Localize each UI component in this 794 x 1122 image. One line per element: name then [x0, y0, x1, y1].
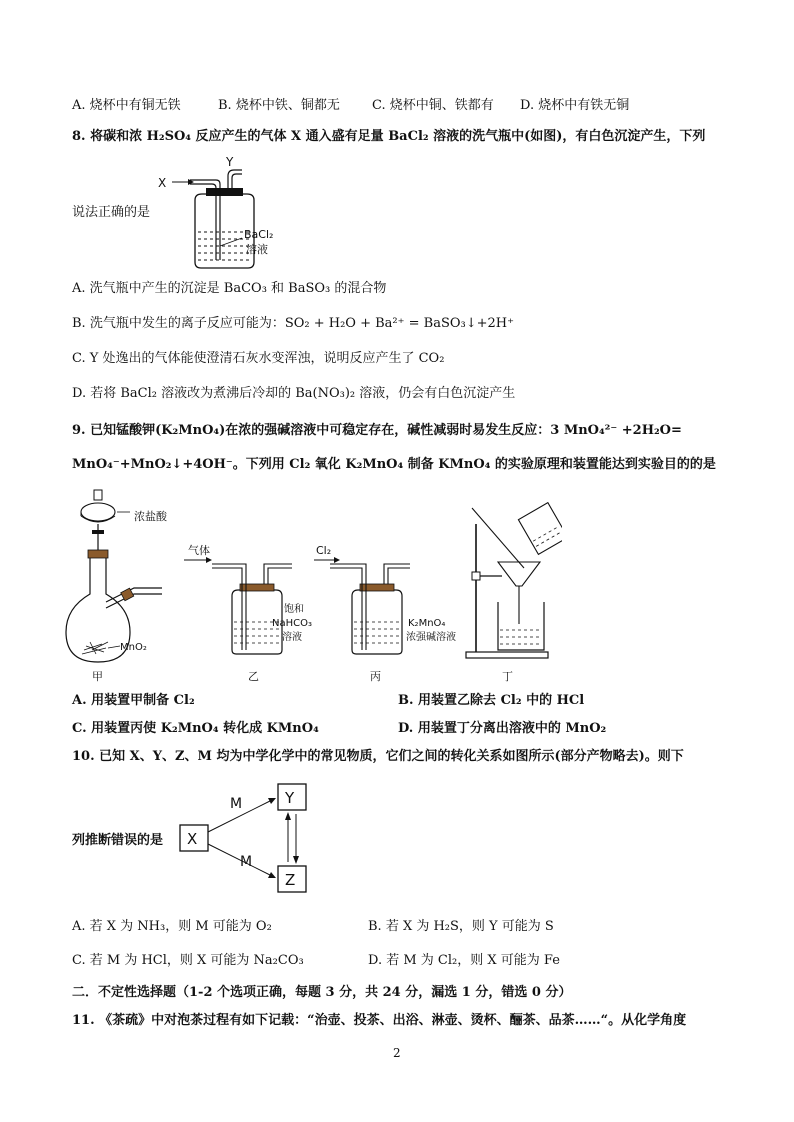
q9-bing-caption: 丙: [370, 670, 381, 683]
q7-option-c: C. 烧杯中铜、铁都有: [372, 98, 494, 113]
q10-transformation-diagram: [176, 780, 326, 895]
q8-option-b: B. 洗气瓶中发生的离子反应可能为：SO₂ + H₂O + Ba²⁺ = BaSO₃↓+2H⁺: [72, 316, 514, 331]
q8-label-solution-1: BaCl₂: [244, 228, 274, 241]
q9-apparatus-figure: [62, 484, 562, 684]
q8-label-solution-2: 溶液: [246, 243, 268, 256]
q8-stem-line1: 8. 将碳和浓 H₂SO₄ 反应产生的气体 X 通入盛有足量 BaCl₂ 溶液的洗气瓶中(如图)，有白色沉淀产生，下列: [72, 129, 706, 144]
q10-node-z: Z: [285, 871, 296, 889]
q10-option-d: D. 若 M 为 Cl₂，则 X 可能为 Fe: [368, 953, 560, 968]
q9-yi-solution-line1: 饱和: [284, 604, 304, 615]
q9-yi-caption: 乙: [248, 670, 259, 683]
q9-jia-acid-label: 浓盐酸: [134, 510, 167, 523]
q9-yi-solution-line3: 溶液: [282, 632, 302, 643]
q9-option-a: A. 用装置甲制备 Cl₂: [72, 693, 195, 708]
q8-stem-line2: 说法正确的是: [72, 205, 151, 220]
q10-option-a: A. 若 X 为 NH₃，则 M 可能为 O₂: [72, 919, 272, 934]
q9-option-c: C. 用装置丙使 K₂MnO₄ 转化成 KMnO₄: [72, 721, 319, 736]
q11-stem-line1: 11. 《茶疏》中对泡茶过程有如下记载：“治壶、投茶、出浴、淋壶、烫杯、酾茶、品茶……“。从化学角度: [72, 1013, 687, 1028]
q8-label-y: Y: [226, 155, 234, 169]
q7-option-d: D. 烧杯中有铁无铜: [520, 98, 630, 113]
q9-stem-line1: 9. 已知锰酸钾(K₂MnO₄)在浓的强碱溶液中可稳定存在，碱性减弱时易发生反应：3 MnO₄²⁻ +2H₂O=: [72, 423, 682, 438]
q10-arrow-label-m-top: M: [230, 796, 243, 812]
q10-arrow-label-m-bottom: M: [240, 854, 253, 870]
q9-jia-solid-label: MnO₂: [120, 642, 147, 653]
q9-jia-caption: 甲: [92, 670, 103, 683]
q9-option-d: D. 用装置丁分离出溶液中的 MnO₂: [398, 721, 607, 736]
q10-node-y: Y: [285, 789, 295, 807]
q9-bing-solution-line1: K₂MnO₄: [408, 618, 446, 629]
q9-yi-gas-label: 气体: [188, 544, 210, 557]
q9-ding-caption: 丁: [502, 670, 513, 683]
q8-label-x: X: [158, 176, 167, 190]
q9-yi-solution-line2: NaHCO₃: [272, 618, 312, 629]
section-heading: 二．不定性选择题（1-2 个选项正确，每题 3 分，共 24 分，漏选 1 分，错选 0 分）: [72, 985, 572, 1000]
q10-stem-line1: 10. 已知 X、Y、Z、M 均为中学化学中的常见物质，它们之间的转化关系如图所示(部分产物略去)。则下: [72, 749, 684, 764]
page-number: 2: [393, 1046, 401, 1060]
q9-bing-solution-line2: 浓强碱溶液: [406, 632, 456, 643]
q8-option-a: A. 洗气瓶中产生的沉淀是 BaCO₃ 和 BaSO₃ 的混合物: [72, 281, 387, 296]
q7-option-b: B. 烧杯中铁、铜都无: [218, 98, 340, 113]
q8-gas-washing-bottle-figure: [150, 150, 300, 275]
q7-option-a: A. 烧杯中有铜无铁: [72, 98, 181, 113]
q8-option-d: D. 若将 BaCl₂ 溶液改为煮沸后冷却的 Ba(NO₃)₂ 溶液，仍会有白色沉淀产生: [72, 386, 516, 401]
q9-bing-gas-label: Cl₂: [316, 544, 332, 557]
q10-option-b: B. 若 X 为 H₂S，则 Y 可能为 S: [368, 919, 554, 934]
q8-option-c: C. Y 处逸出的气体能使澄清石灰水变浑浊，说明反应产生了 CO₂: [72, 351, 445, 366]
q10-option-c: C. 若 M 为 HCl，则 X 可能为 Na₂CO₃: [72, 953, 304, 968]
q10-node-x: X: [187, 830, 198, 848]
q9-option-b: B. 用装置乙除去 Cl₂ 中的 HCl: [398, 693, 585, 708]
q9-stem-line2: MnO₄⁻+MnO₂↓+4OH⁻。下列用 Cl₂ 氧化 K₂MnO₄ 制备 KMnO₄ 的实验原理和装置能达到实验目的的是: [72, 457, 716, 472]
q10-stem-line2: 列推断错误的是: [72, 833, 164, 848]
